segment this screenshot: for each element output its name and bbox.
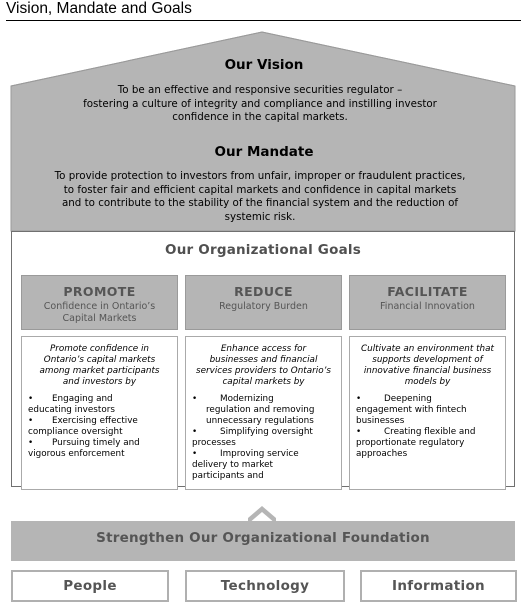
pillar-technology: Technology [185,570,345,602]
goal-subtitle-line: Capital Markets [62,313,137,324]
goal-header-reduce [185,275,342,330]
goal-description-line: among market participants [39,366,160,376]
goal-description [28,344,171,388]
goal-bullet [28,416,171,438]
goal-description-line: and investors by [62,377,137,387]
mandate-line: systemic risk. [224,210,296,223]
goal-title: FACILITATE [387,284,468,299]
goal-bullet-line: • Engaging and [52,394,113,404]
goal-subtitle [22,301,177,325]
goal-bullet-line: unnecessary regulations [206,416,314,426]
goal-bullet-line: businesses [356,416,405,426]
goal-subtitle [186,301,341,313]
goal-bullet-list [356,394,499,460]
goal-bullet-line: vigorous enforcement [28,449,125,459]
goal-bullet [192,449,335,482]
goal-header-facilitate [349,275,506,330]
goal-bullet-line: proportionate regulatory [356,438,465,448]
goal-description [192,344,335,388]
goal-subtitle [350,301,505,313]
mandate-line: to foster fair and efficient capital markets and confidence in capital markets [63,183,457,196]
goal-bullet [192,427,335,449]
goal-card-facilitate [349,336,506,490]
goal-description-line: innovative financial business [363,366,492,376]
goal-header-promote [21,275,178,330]
goal-bullet-line: • Exercising effective [52,416,138,426]
goal-bullet-line: • Improving service [220,449,299,459]
goal-bullet [192,394,335,427]
page-title: Vision, Mandate and Goals [6,0,192,17]
goal-bullet-line: regulation and removing [206,405,315,415]
goal-bullet [356,427,499,460]
goal-bullet [356,394,499,427]
goal-description [356,344,499,388]
goal-subtitle-line: Regulatory Burden [219,301,308,312]
foundation-label: Strengthen Our Organizational Foundation [96,530,430,546]
goal-bullet-line: • Deepening [384,394,432,404]
pillar-people: People [11,570,169,602]
mandate-text [30,170,490,224]
mandate-line: To provide protection to investors from unfair, improper or fraudulent practices, [54,170,466,182]
goal-description-line: Ontario’s capital markets [43,355,156,365]
vision-line: confidence in the capital markets. [172,111,348,123]
vision-text [40,84,480,125]
vision-line: fostering a culture of integrity and compliance and instilling investor [83,97,437,110]
goal-bullet-line: approaches [356,449,408,459]
goal-bullet-line: educating investors [28,405,115,415]
goal-description-line: Cultivate an environment that [361,344,494,354]
goal-bullet-line: • Modernizing [220,394,274,404]
goal-card-promote [21,336,178,490]
mandate-heading: Our Mandate [214,144,314,160]
vision-line: To be an effective and responsive securities regulator – [117,84,403,96]
goal-bullet-line: participants and [192,471,264,481]
goal-description-line: supports development of [372,355,483,365]
goal-bullet-line: compliance oversight [28,427,123,437]
goal-bullet-line: • Creating flexible and [384,427,476,437]
goal-description-line: capital markets by [222,377,305,387]
goal-description-line: Promote confidence in [49,344,150,354]
goal-description-line: services providers to Ontario’s [196,366,331,376]
goal-bullet [28,438,171,460]
goal-bullet-list [28,394,171,460]
goal-bullet-line: • Pursuing timely and [52,438,140,448]
goal-description-line: businesses and financial [209,355,318,365]
vision-heading: Our Vision [224,57,304,73]
goal-bullet-line: delivery to market [192,460,273,470]
goal-bullet-list [192,394,335,482]
goal-description-line: Enhance access for [220,344,307,354]
goal-card-reduce [185,336,342,490]
goal-subtitle-line: Confidence in Ontario’s [43,301,156,312]
goal-bullet-line: • Simplifying oversight [220,427,313,437]
goal-title: PROMOTE [63,284,136,299]
goal-bullet [28,394,171,416]
goals-heading: Our Organizational Goals [165,242,361,258]
pillar-information: Information [360,570,517,602]
goal-description-line: models by [404,377,451,387]
goal-title: REDUCE [234,284,293,299]
goal-bullet-line: processes [192,438,236,448]
goal-subtitle-line: Financial Innovation [380,301,475,312]
mandate-line: and to contribute to the stability of the financial system and the reduction of [61,197,459,209]
goal-bullet-line: engagement with fintech [356,405,467,415]
